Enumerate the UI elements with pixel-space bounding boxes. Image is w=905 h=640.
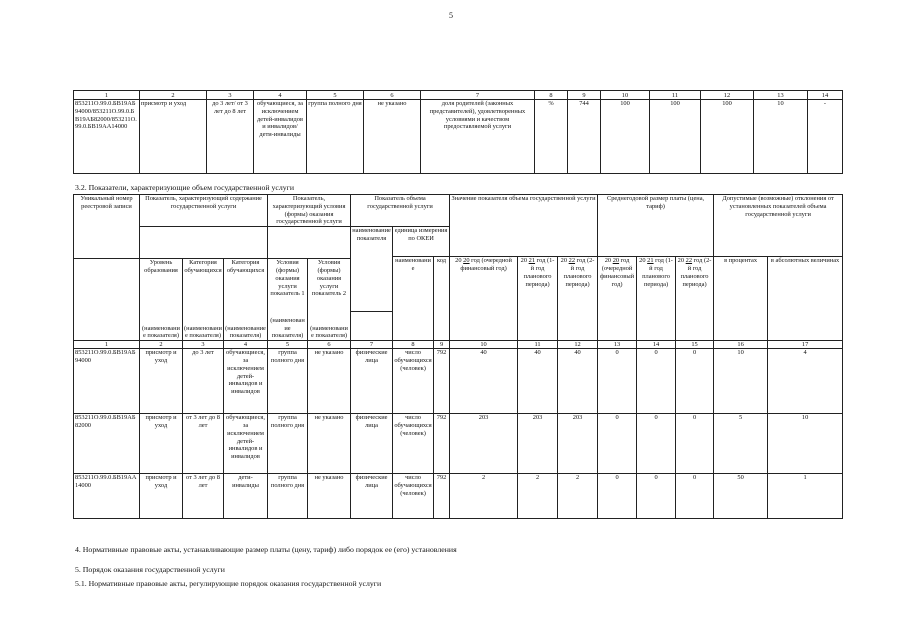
header-category-1: Категория обучающихся xyxy=(183,259,224,312)
section-4-title: 4. Нормативные правовые акты, устанавливающие размер платы (цену, тариф) либо порядок ее (его) установления xyxy=(75,545,457,554)
header-deviation: Допустимые (возможные) отклонения от установленных показателей объема государственной услуги xyxy=(714,195,843,257)
cell-content: присмотр и уход xyxy=(140,474,183,519)
col-number: 3 xyxy=(207,91,254,100)
col-number: 11 xyxy=(650,91,701,100)
header-unique-spacer xyxy=(74,259,140,341)
header-conditions: Показатель, характеризующий условия (формы) оказания государственной услуги xyxy=(268,195,351,227)
table-row xyxy=(74,474,843,519)
cell-price: 0 xyxy=(637,474,676,519)
header-indicator-name: (наименование показателя) xyxy=(140,312,183,341)
cell-code: 792 xyxy=(434,474,450,519)
cell-condition-2: не указано xyxy=(364,100,421,174)
header-price: Среднегодовой размер платы (цена, тариф) xyxy=(598,195,714,257)
cell-age: от 3 лет до 8 лет xyxy=(183,414,224,474)
volume-table xyxy=(73,194,843,519)
col-number: 9 xyxy=(568,91,601,100)
cell-deviation: 10 xyxy=(754,100,808,174)
cell-unique-number: 853211О.99.0.БВ19АБ94000 xyxy=(74,349,140,414)
cell-code: 744 xyxy=(568,100,601,174)
header-content: Показатель, характеризующий содержание государственной услуги xyxy=(140,195,268,227)
table-row xyxy=(74,349,843,414)
col-number: 14 xyxy=(808,91,843,100)
cell-content: присмотр и уход xyxy=(140,349,183,414)
header-condition-1: Условия (формы) оказания услуги показатель 1 xyxy=(268,259,308,312)
col-number: 4 xyxy=(224,341,268,349)
header-price-year-1: 20 20 год (очередной финансовый год) xyxy=(598,257,637,341)
quality-row xyxy=(74,100,843,174)
col-number: 14 xyxy=(637,341,676,349)
header-conditions-spacer xyxy=(268,227,351,257)
cell-consumer: физические лица xyxy=(351,349,393,414)
cell-condition-2: не указано xyxy=(308,474,351,519)
cell-condition: группа полного дня xyxy=(268,349,308,414)
header-row-1 xyxy=(74,195,843,227)
cell-unit: число обучающихся (человек) xyxy=(393,414,434,474)
cell-unit: % xyxy=(535,100,568,174)
col-number: 1 xyxy=(74,91,140,100)
cell-value: 203 xyxy=(558,414,598,474)
cell-category: дети-инвалиды xyxy=(224,474,268,519)
col-number: 17 xyxy=(768,341,843,349)
cell-unit: число обучающихся (человек) xyxy=(393,474,434,519)
cell-deviation-percent: 5 xyxy=(714,414,768,474)
cell-value: 40 xyxy=(558,349,598,414)
cell-deviation-absolute: 10 xyxy=(768,414,843,474)
cell-deviation-percent: 10 xyxy=(714,349,768,414)
col-number: 5 xyxy=(307,91,364,100)
cell-value: 2 xyxy=(518,474,558,519)
volume-number-row xyxy=(74,341,843,349)
col-number: 11 xyxy=(518,341,558,349)
col-number: 2 xyxy=(140,91,207,100)
cell-condition-2: не указано xyxy=(308,414,351,474)
cell-code: 792 xyxy=(434,414,450,474)
col-number: 9 xyxy=(434,341,450,349)
col-number: 16 xyxy=(714,341,768,349)
cell-unique-number: 853211О.99.0.БВ19АА14000 xyxy=(74,474,140,519)
cell-consumer: физические лица xyxy=(351,474,393,519)
cell-condition: группа полного дня xyxy=(307,100,364,174)
col-number: 12 xyxy=(701,91,754,100)
col-number: 13 xyxy=(598,341,637,349)
cell-age: до 3 лет xyxy=(183,349,224,414)
header-absolute: в абсолютных величинах xyxy=(768,257,843,341)
cell-value: 100 xyxy=(601,100,650,174)
cell-code: 792 xyxy=(434,349,450,414)
quality-table xyxy=(73,90,843,174)
col-number: 12 xyxy=(558,341,598,349)
cell-value: 40 xyxy=(518,349,558,414)
cell-value: 203 xyxy=(518,414,558,474)
cell-value: 2 xyxy=(558,474,598,519)
col-number: 1 xyxy=(74,341,140,349)
cell-price: 0 xyxy=(676,474,714,519)
header-category-2: Категория обучающихся xyxy=(224,259,268,312)
header-price-year-3: 20 22 год (2-й год планового периода) xyxy=(676,257,714,341)
header-indicator-name: (наименование показателя) xyxy=(183,312,224,341)
page-number: 5 xyxy=(449,11,453,20)
cell-price: 0 xyxy=(676,414,714,474)
cell-value: 100 xyxy=(650,100,701,174)
cell-condition: группа полного дня xyxy=(268,414,308,474)
cell-category: обучающиеся, за исключением детей-инвалидов и инвалидов/ дети-инвалиды xyxy=(254,100,307,174)
header-unit: единица измерения по ОКЕИ xyxy=(393,227,450,257)
col-number: 6 xyxy=(364,91,421,100)
header-volume: Показатель объема государственной услуги xyxy=(351,195,450,227)
header-indicator-name: (наименование показателя) xyxy=(268,312,308,341)
cell-deviation-absolute: 1 xyxy=(768,474,843,519)
cell-indicator: доля родителей (законных представителей), удовлетворенных условиями и качеством предоставляемой услуги xyxy=(421,100,535,174)
section-5-title: 5. Порядок оказания государственной услуги xyxy=(75,565,225,574)
col-number: 10 xyxy=(450,341,518,349)
cell-price: 0 xyxy=(637,414,676,474)
header-value: Значение показателя объема государственной услуги xyxy=(450,195,598,257)
cell-value: 203 xyxy=(450,414,518,474)
cell-value: 40 xyxy=(450,349,518,414)
col-number: 8 xyxy=(393,341,434,349)
header-value-year-1: 20 20 год (очередной финансовый год) xyxy=(450,257,518,341)
cell-deviation: - xyxy=(808,100,843,174)
cell-condition-2: не указано xyxy=(308,349,351,414)
col-number: 2 xyxy=(140,341,183,349)
header-content-spacer xyxy=(140,227,268,257)
cell-age: до 3 лет/ от 3 лет до 8 лет xyxy=(207,100,254,174)
col-number: 5 xyxy=(268,341,308,349)
section-3-2-title: 3.2. Показатели, характеризующие объем государственной услуги xyxy=(75,183,295,192)
col-number: 7 xyxy=(421,91,535,100)
header-price-year-2: 20 21 год (1-й год планового периода) xyxy=(637,257,676,341)
cell-price: 0 xyxy=(637,349,676,414)
col-number: 3 xyxy=(183,341,224,349)
header-condition-2: Условия (формы) оказания услуги показатель 2 xyxy=(308,259,351,312)
header-volume-name: наименование показателя xyxy=(351,227,393,312)
section-5-1-title: 5.1. Нормативные правовые акты, регулирующие порядок оказания государственной услуги xyxy=(75,579,382,588)
col-number: 10 xyxy=(601,91,650,100)
cell-price: 0 xyxy=(598,414,637,474)
cell-unique-number: 853211О.99.0.БВ19АБ82000 xyxy=(74,414,140,474)
header-education-level: Уровень образования xyxy=(140,259,183,312)
quality-number-row xyxy=(74,91,843,100)
cell-price: 0 xyxy=(598,349,637,414)
cell-category: обучающиеся, за исключением детей-инвалидов и инвалидов xyxy=(224,414,268,474)
header-unique-number: Уникальный номер реестровой записи xyxy=(74,195,140,259)
cell-condition: группа полного дня xyxy=(268,474,308,519)
cell-consumer: физические лица xyxy=(351,414,393,474)
col-number: 13 xyxy=(754,91,808,100)
col-number: 8 xyxy=(535,91,568,100)
cell-value: 100 xyxy=(701,100,754,174)
header-unit-name: наименование xyxy=(393,257,434,341)
cell-deviation-percent: 50 xyxy=(714,474,768,519)
header-indicator-name: (наименование показателя) xyxy=(308,312,351,341)
cell-deviation-absolute: 4 xyxy=(768,349,843,414)
cell-price: 0 xyxy=(676,349,714,414)
col-number: 7 xyxy=(351,341,393,349)
header-percent: в процентах xyxy=(714,257,768,341)
header-code: код xyxy=(434,257,450,341)
header-indicator-name: (наименование показателя) xyxy=(224,312,268,341)
cell-age: от 3 лет до 8 лет xyxy=(183,474,224,519)
table-row xyxy=(74,414,843,474)
header-value-year-3: 20 22 год (2-й год планового периода) xyxy=(558,257,598,341)
cell-value: 2 xyxy=(450,474,518,519)
header-value-year-2: 20 21 год (1-й год планового периода) xyxy=(518,257,558,341)
cell-content: присмотр и уход xyxy=(140,100,207,174)
col-number: 6 xyxy=(308,341,351,349)
cell-unique-number: 853211О.99.0.БВ19АБ94000/853211О.99.0.БВ19АБ82000/853211О.99.0.БВ19АА14000 xyxy=(74,100,140,174)
cell-category: обучающиеся, за исключением детей-инвалидов и инвалидов xyxy=(224,349,268,414)
col-number: 15 xyxy=(676,341,714,349)
col-number: 4 xyxy=(254,91,307,100)
cell-content: присмотр и уход xyxy=(140,414,183,474)
cell-unit: число обучающихся (человек) xyxy=(393,349,434,414)
cell-price: 0 xyxy=(598,474,637,519)
